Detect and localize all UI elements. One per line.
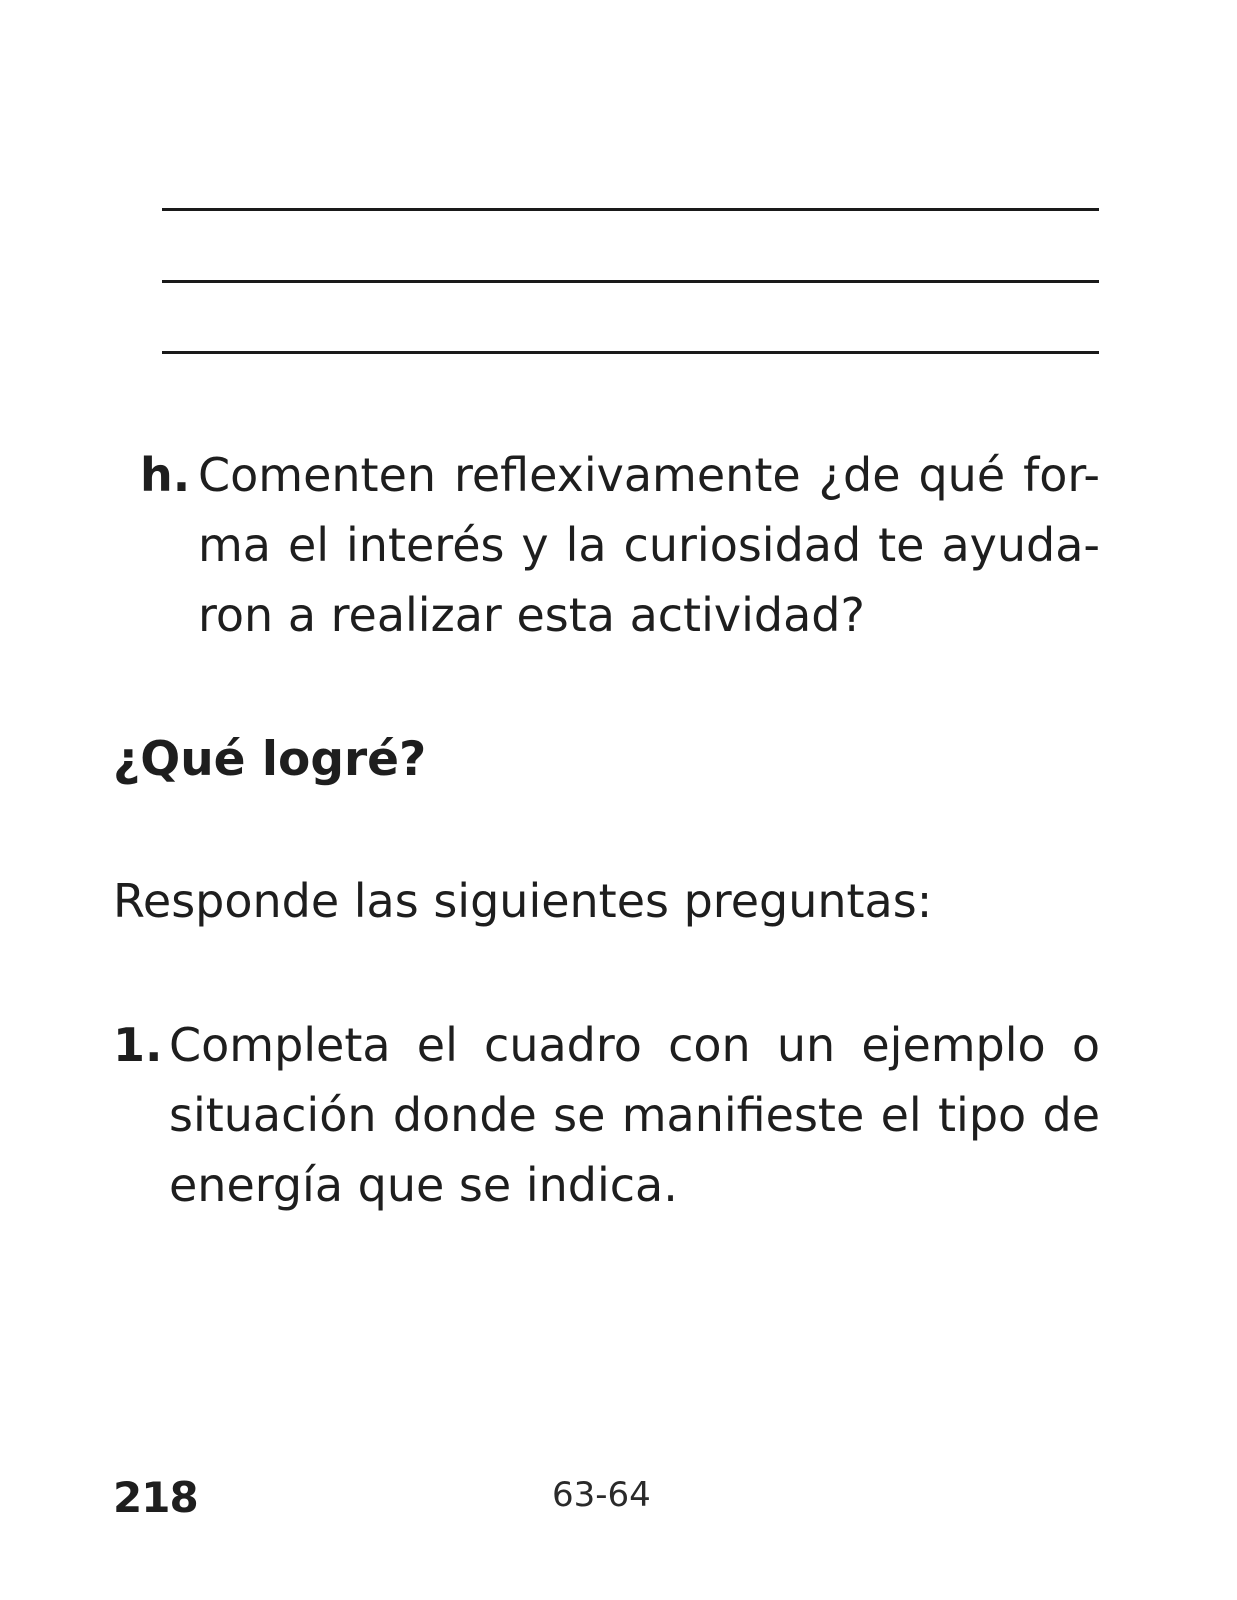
question-1-marker: 1. [113,1018,163,1072]
question-1 [113,1010,1100,1220]
question-h-line: ma el interés y la curiosidad te ayuda- [198,518,1100,572]
answer-line[interactable] [162,208,1099,211]
answer-line[interactable] [162,280,1099,283]
question-h [140,440,1100,650]
question-h-line: Comenten reflexivamente ¿de qué for- [198,448,1100,502]
question-1-line: Completa el cuadro con un ejemplo o [169,1018,1100,1072]
answer-line[interactable] [162,351,1099,354]
question-h-line: ron a realizar esta actividad? [198,588,865,642]
page-code: 63-64 [552,1475,651,1515]
question-h-text [198,440,1100,650]
question-1-line: energía que se indica. [169,1158,678,1212]
instruction-text: Responde las siguientes preguntas: [113,874,933,928]
section-heading: ¿Qué logré? [113,732,427,787]
question-h-marker: h. [140,448,191,502]
page-number: 218 [113,1473,198,1522]
question-1-text [169,1010,1100,1220]
question-1-line: situación donde se manifieste el tipo de [169,1088,1100,1142]
